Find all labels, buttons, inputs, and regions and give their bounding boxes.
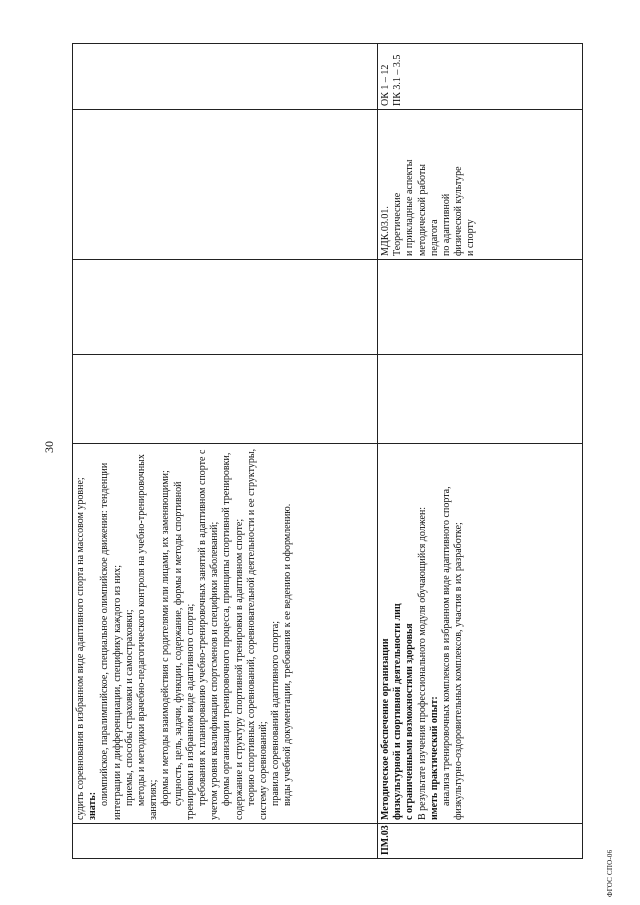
mdk-line: и спорту: [465, 219, 477, 256]
empty-cell: [73, 355, 378, 444]
mdk-cell: [73, 110, 378, 260]
list-item: приемы, способы страховки и самостраховки;: [123, 609, 135, 806]
module-intro: В результате изучения профессионального модуля обучающийся должен:: [416, 506, 428, 820]
mdk-line: физической культуре: [453, 166, 465, 256]
list-item: правила соревнований адаптивного спорта;: [270, 620, 282, 806]
table-row: [378, 44, 583, 859]
module-title-line: Методическое обеспечение организации: [380, 638, 391, 820]
page-number: 30: [42, 441, 56, 453]
table-row: [73, 44, 378, 859]
list-item: олимпийское, паралимпийское, специальное олимпийское движения: тенденции интеграции и дифференциации, специфику каждого из них;: [99, 462, 123, 820]
experience-label: иметь практический опыт:: [428, 696, 440, 820]
empty-cell: [378, 355, 583, 444]
competency-line: ОК 1 – 12: [380, 64, 391, 106]
footer-label: ФГОС СПО-06: [606, 849, 614, 897]
list-item: теорию спортивных соревнований, соревновательной деятельности и ее структуры, систему соревнований;: [245, 448, 270, 820]
list-item: формы и методы взаимодействия с родителями или лицами, их заменяющими;: [160, 470, 172, 806]
list-item: сущность, цель, задачи, функции, содержание, формы и методы спортивной тренировки в избранном виде адаптивного спорта;: [172, 481, 196, 820]
mdk-line: МДК.03.01.: [380, 206, 391, 256]
competency-line: ПК 3.1 – 3.5: [392, 54, 404, 106]
mdk-line: методической работы: [416, 164, 428, 256]
list-item: требования к планированию учебно-тренировочных занятий в адаптивном спорте с учетом уровня квалификации спортсменов и специфики заболеваний;: [197, 449, 221, 820]
content-cell: [378, 444, 583, 824]
know-label: знать:: [87, 791, 99, 820]
module-title-line: с ограниченными возможностями здоровья: [404, 623, 416, 820]
list-item: методы и методики врачебно-педагогического контроля на учебно-тренировочных занятиях;: [136, 454, 160, 820]
mdk-line: педагога: [428, 219, 440, 256]
curriculum-table: [72, 43, 583, 859]
content-line: судить соревнования в избранном виде адаптивного спорта на массовом уровне;: [75, 477, 86, 820]
list-item: виды учебной документации, требования к ее ведению и оформлению.: [282, 503, 294, 806]
mdk-line: и прикладные аспекты: [404, 159, 416, 256]
competency-cell: [378, 44, 583, 110]
competency-cell: [73, 44, 378, 110]
empty-cell: [73, 260, 378, 355]
empty-cell: [378, 260, 583, 355]
mdk-line: по адаптивной: [441, 193, 453, 256]
module-code-cell: [73, 824, 378, 859]
list-item: формы организации тренировочного процесса, принципы спортивной тренировки, содержание и структуру спортивной тренировки в адаптивном спорте;: [221, 452, 245, 820]
mdk-line: Теоретические: [392, 192, 404, 256]
module-code-cell: ПМ.03: [378, 824, 583, 859]
content-cell: [73, 444, 378, 824]
mdk-cell: [378, 110, 583, 260]
list-item: анализа тренировочных комплексов в избранном виде адаптивного спорта, физкультурно-оздоровительных комплексов, участия в их разработке;: [441, 486, 465, 820]
module-title-line: физкультурной и спортивной деятельности лиц: [392, 603, 404, 820]
